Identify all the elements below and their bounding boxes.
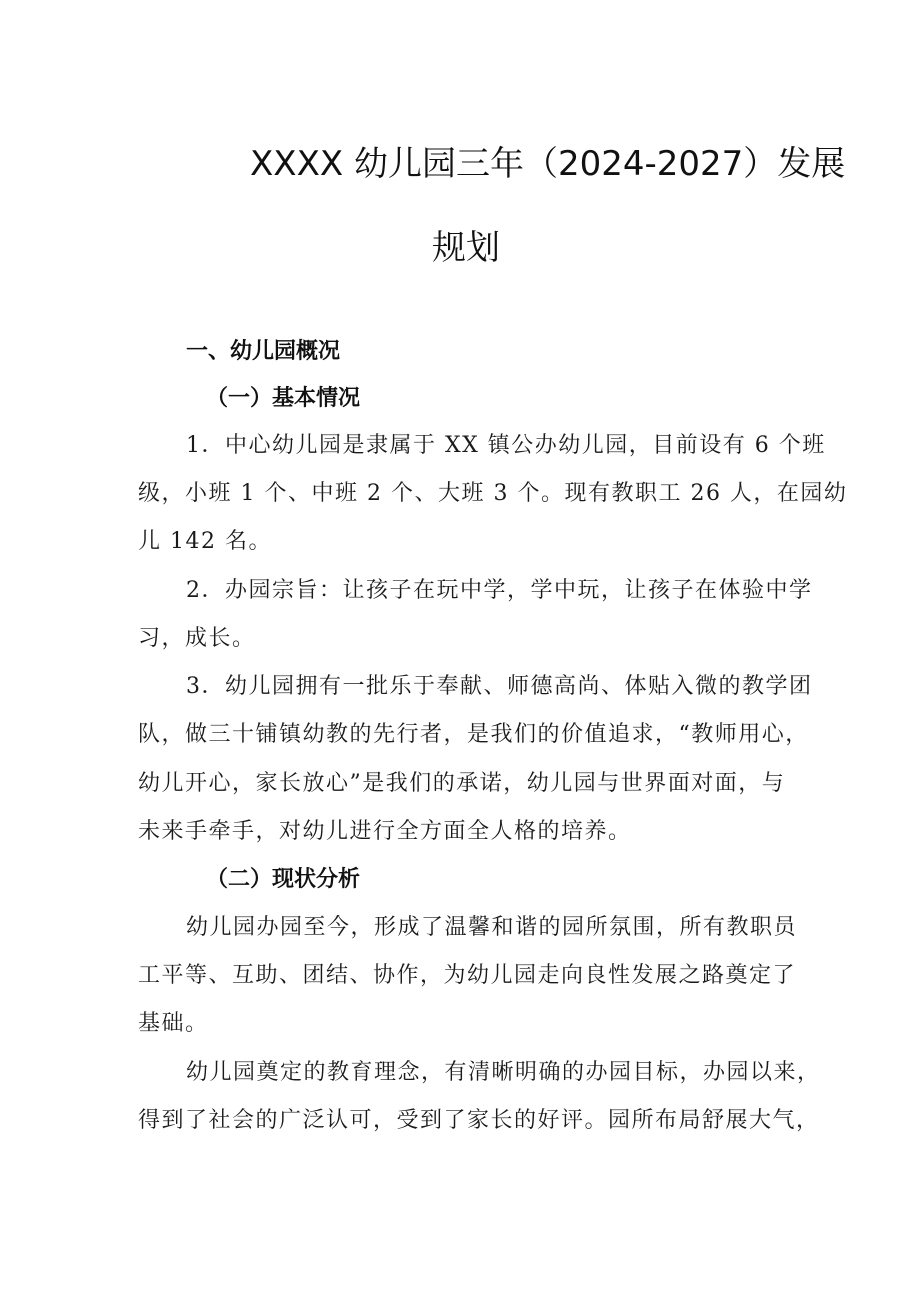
item-1-line-2: 级，小班 1 个、中班 2 个、大班 3 个。现有教职工 26 人，在园幼 — [138, 481, 848, 506]
item-3-line-2: 队，做三十铺镇幼教的先行者，是我们的价值追求，“教师用心， — [138, 722, 809, 747]
section-1-heading: 一、幼儿园概况 — [186, 338, 341, 364]
paragraph-1-line-2: 工平等、互助、团结、协作，为幼儿园走向良性发展之路奠定了 — [138, 963, 797, 988]
item-2-line-2: 习，成长。 — [138, 626, 256, 651]
subsection-1-heading: （一）基本情况 — [206, 385, 361, 411]
paragraph-2-line-2: 得到了社会的广泛认可，受到了家长的好评。园所布局舒展大气， — [138, 1108, 820, 1133]
document-title-line-1: XXXX 幼儿园三年（2024-2027）发展 — [250, 144, 846, 184]
paragraph-1-line-3: 基础。 — [138, 1011, 209, 1036]
document-title-line-2: 规划 — [432, 228, 500, 268]
paragraph-2-line-1: 幼儿园奠定的教育理念，有清晰明确的办园目标，办园以来， — [186, 1060, 821, 1085]
item-1-line-3: 儿 142 名。 — [138, 529, 272, 554]
subsection-2-heading: （二）现状分析 — [206, 866, 361, 892]
paragraph-1-line-1: 幼儿园办园至今，形成了温馨和谐的园所氛围，所有教职员 — [186, 915, 798, 940]
item-2-line-1: 2．办园宗旨：让孩子在玩中学，学中玩，让孩子在体验中学 — [186, 578, 813, 603]
item-3-line-3: 幼儿开心，家长放心”是我们的承诺，幼儿园与世界面对面，与 — [138, 771, 786, 796]
item-1-line-1: 1．中心幼儿园是隶属于 XX 镇公办幼儿园，目前设有 6 个班 — [186, 433, 826, 458]
item-3-line-1: 3．幼儿园拥有一批乐于奉献、师德高尚、体贴入微的教学团 — [186, 674, 813, 699]
item-3-line-4: 未来手牵手，对幼儿进行全方面全人格的培养。 — [138, 819, 632, 844]
